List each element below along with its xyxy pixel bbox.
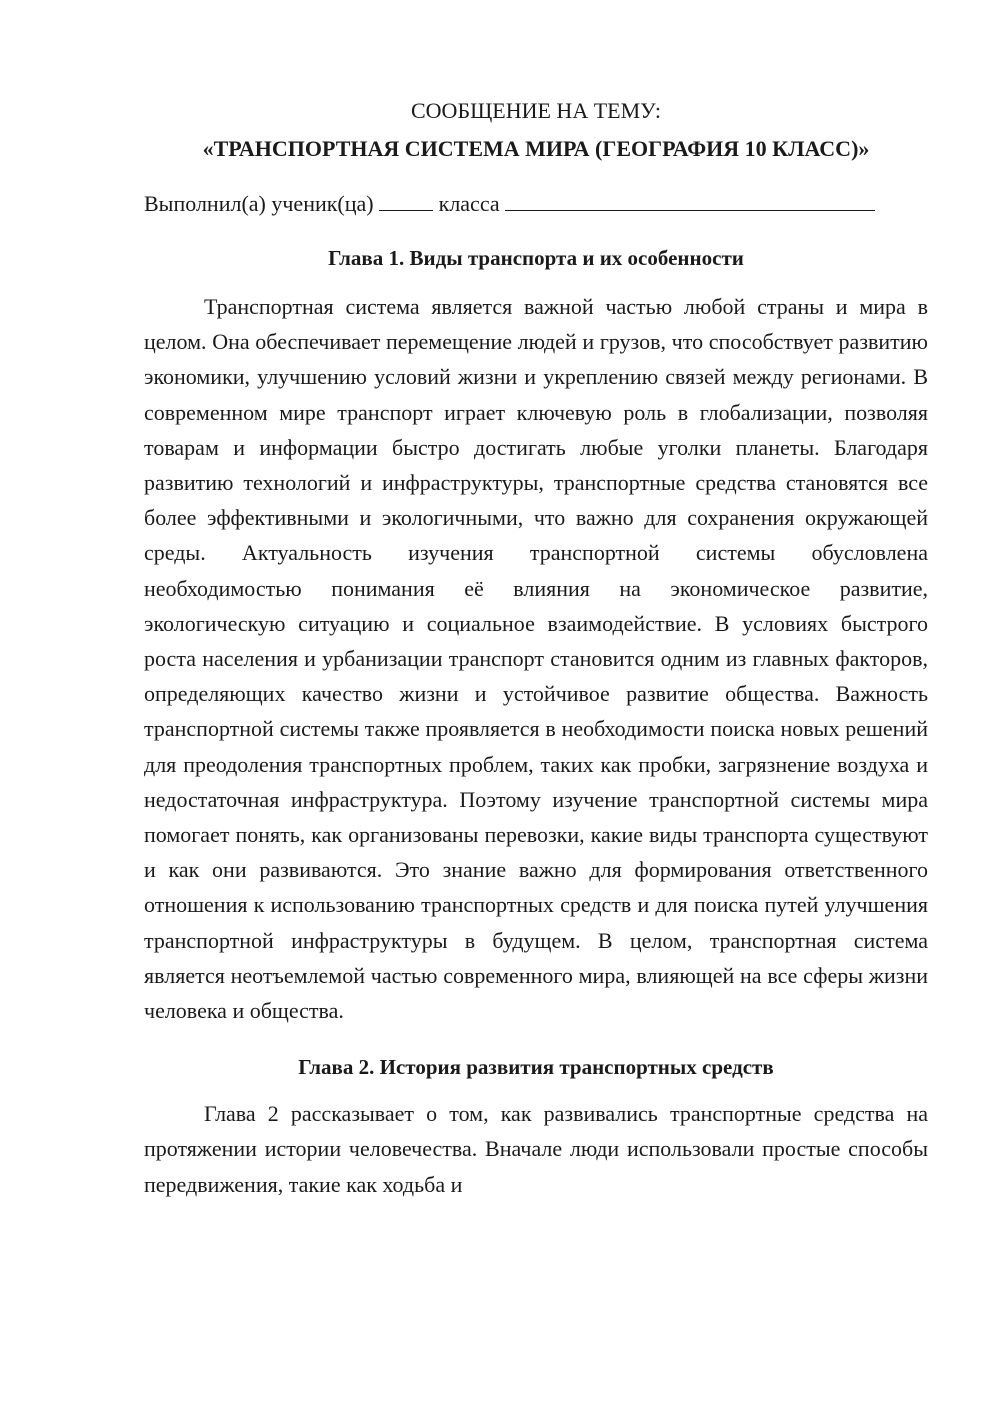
class-label: класса: [438, 191, 500, 216]
student-name-blank: [379, 188, 433, 211]
document-header: СООБЩЕНИЕ НА ТЕМУ:: [411, 98, 661, 123]
class-blank: [505, 188, 875, 211]
chapter-1-heading: Глава 1. Виды транспорта и их особенности: [328, 246, 744, 270]
chapter-2-paragraph: Глава 2 рассказывает о том, как развивались транспортные средства на протяжении истории человечества. Вначале люди использовали простые способы передвижения, такие как ходьба и: [144, 1101, 928, 1197]
document-page: [144, 96, 928, 1202]
chapter-1-paragraph: Транспортная система является важной частью любой страны и мира в целом. Она обеспечивает перемещение людей и грузов, что способствует развитию экономики, улучшению условий жизни и укреплению связей между регионами. В современном мире транспорт играет ключевую роль в глобализации, позволяя товарам и информации быстро достигать любые уголки планеты. Благодаря развитию технологий и инфраструктуры, транспортные средства становятся все более эффективными и экологичными, что важно для сохранения окружающей среды. Актуальность изучения транспортной системы обусловлена необходимостью понимания её влияния на экономическое развитие, экологическую ситуацию и социальное взаимодействие. В условиях быстрого роста населения и урбанизации транспорт становится одним из главных факторов, определяющих качество жизни и устойчивое развитие общества. Важность транспортной системы также проявляется в необходимости поиска новых решений для преодоления транспортных проблем, таких как пробки, загрязнение воздуха и недостаточная инфраструктура. Поэтому изучение транспортной системы мира помогает понять, как организованы перевозки, какие виды транспорта существуют и как они развиваются. Это знание важно для формирования ответственного отношения к использованию транспортных средств и для поиска путей улучшения транспортной инфраструктуры в будущем. В целом, транспортная система является неотъемлемой частью современного мира, влияющей на все сферы жизни человека и общества.: [144, 294, 928, 1024]
author-line: [144, 188, 928, 219]
author-prefix: Выполнил(а) ученик(ца): [144, 191, 374, 216]
chapter-2-heading: Глава 2. История развития транспортных средств: [298, 1055, 774, 1080]
document-title: «ТРАНСПОРТНАЯ СИСТЕМА МИРА (ГЕОГРАФИЯ 10 КЛАСС)»: [202, 136, 870, 161]
